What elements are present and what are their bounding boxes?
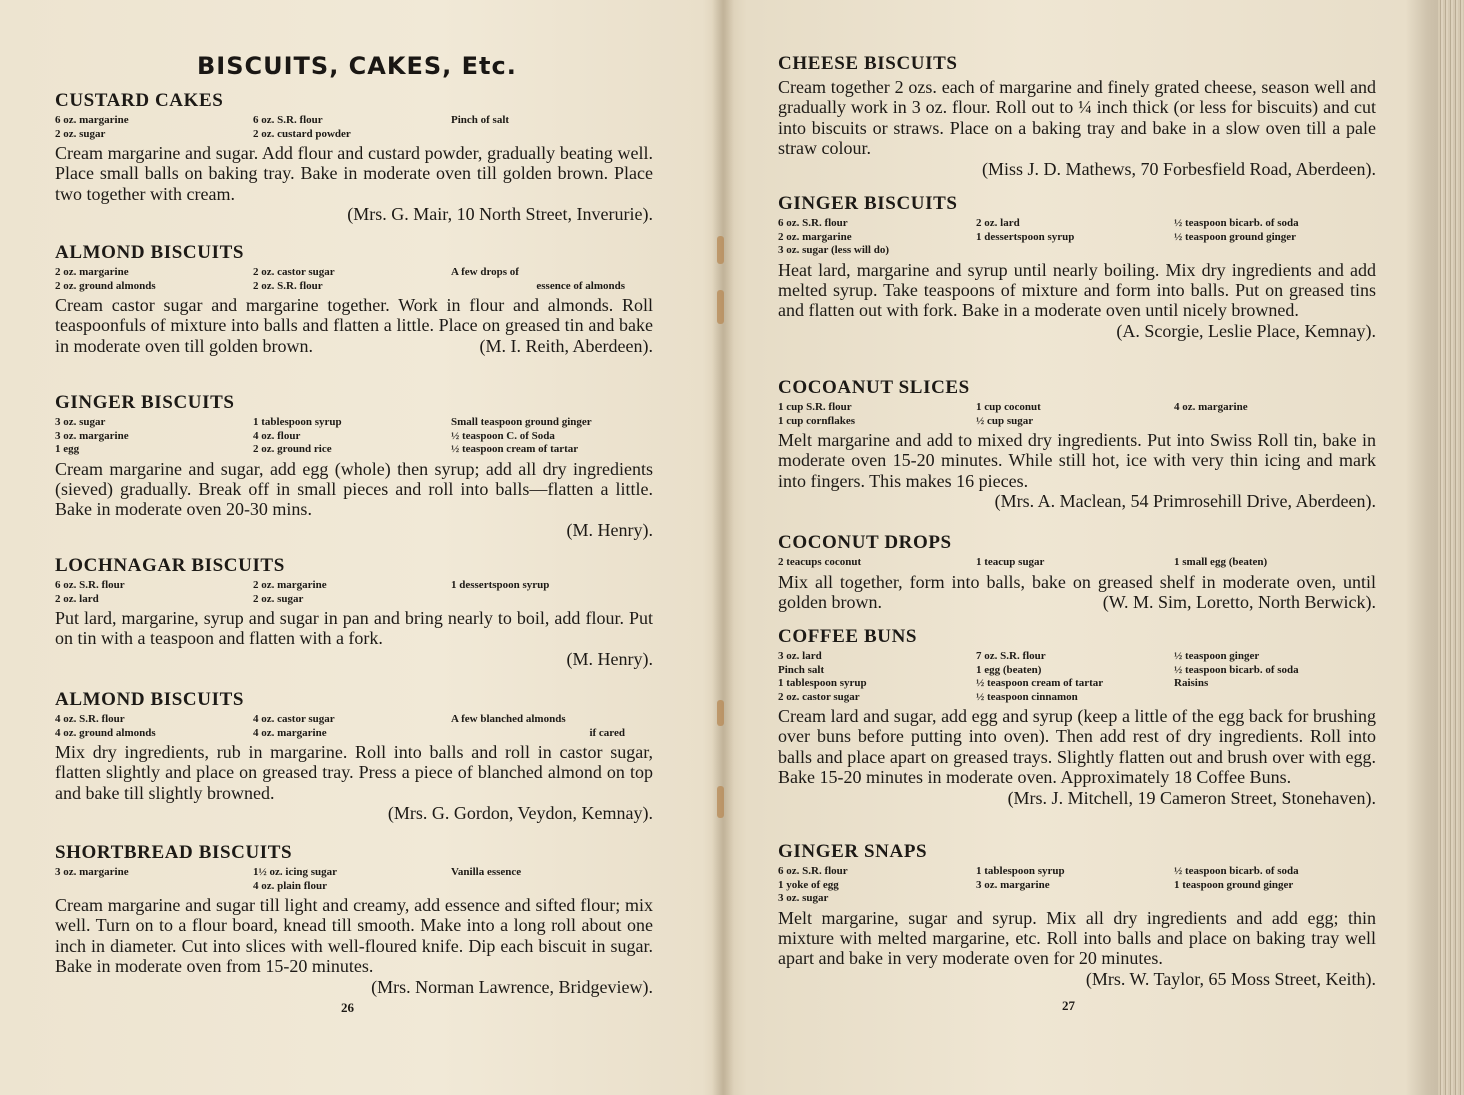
ingredient-list	[778, 401, 1376, 428]
ingredient: 1 tablespoon syrup	[253, 416, 342, 428]
recipe-cocoanut-slices	[778, 377, 1376, 512]
ingredient: 1½ oz. icing sugar	[253, 866, 338, 878]
ingredient: ½ teaspoon bicarb. of soda	[1174, 217, 1299, 229]
recipe-coconut-drops	[778, 532, 1376, 612]
ingredient: 1 egg	[55, 443, 80, 455]
recipe-title: ALMOND BISCUITS	[55, 242, 245, 263]
recipe-lochnagar-biscuits	[55, 555, 653, 669]
ingredient: 4 oz. margarine	[253, 726, 327, 739]
method-text: Cream margarine and sugar. Add flour and custard powder, gradually beating well. Place small balls on baking tray. Bake in moderate oven till golden brown. Place two together with cream.	[55, 143, 653, 204]
recipe-title: ALMOND BISCUITS	[55, 689, 245, 710]
ingredient	[976, 244, 1174, 258]
ingredient: ½ teaspoon bicarb. of soda	[1174, 865, 1299, 877]
ingredient: 4 oz. plain flour	[253, 879, 327, 892]
ingredient	[976, 892, 1174, 906]
recipe-method	[55, 895, 653, 997]
ingredient: 1 teacup sugar	[976, 556, 1045, 568]
recipe-credit: (Miss J. D. Mathews, 70 Forbesfield Road, Aberdeen).	[982, 158, 1376, 179]
recipe-credit: (Mrs. W. Taylor, 65 Moss Street, Keith).	[1085, 968, 1376, 989]
recipe-method	[778, 77, 1376, 179]
method-text: Cream castor sugar and margarine together. Work in flour and almonds. Roll teaspoonfuls of mixture into balls and flatten a little. Place on greased tin and bake in moderate oven till golden brown.	[55, 295, 653, 356]
page-title: BISCUITS, CAKES, Etc.	[197, 52, 517, 80]
ingredient	[1174, 691, 1376, 705]
recipe-credit: (W. M. Sim, Loretto, North Berwick).	[1102, 591, 1376, 612]
recipe-cheese-biscuits	[778, 53, 1376, 179]
ingredient: Pinch salt	[778, 663, 825, 676]
ingredient: 4 oz. flour	[253, 429, 301, 442]
ingredient: ½ teaspoon cinnamon	[976, 690, 1078, 703]
recipe-method	[55, 295, 653, 356]
ingredient: 2 oz. castor sugar	[778, 690, 860, 703]
method-text: Mix all together, form into balls, bake on greased shelf in moderate oven, until golden brown.	[778, 571, 1376, 612]
ingredient: if cared	[589, 726, 625, 739]
recipe-title: SHORTBREAD BISCUITS	[55, 842, 293, 863]
method-text: Mix dry ingredients, rub in margarine. Roll into balls and roll in castor sugar, flatten slightly and place on greased tray. Press a piece of blanched almond on top and bake till slightly browned.	[55, 742, 653, 803]
recipe-title: LOCHNAGAR BISCUITS	[55, 555, 285, 576]
recipe-method	[778, 706, 1376, 808]
ingredient: 6 oz. S.R. flour	[778, 865, 848, 877]
recipe-method	[55, 459, 653, 541]
page-number: 27	[1062, 998, 1075, 1013]
ingredient: 4 oz. ground almonds	[55, 726, 156, 739]
ingredient: 4 oz. S.R. flour	[55, 713, 125, 725]
recipe-credit: (M. I. Reith, Aberdeen).	[479, 335, 653, 356]
ingredient-list	[55, 713, 653, 740]
ingredient-list	[778, 865, 1376, 906]
recipe-title: CHEESE BISCUITS	[778, 53, 958, 74]
book-gutter	[712, 0, 734, 1095]
recipe-coffee-buns	[778, 626, 1376, 808]
ingredient: ½ teaspoon ground ginger	[1174, 230, 1297, 243]
recipe-credit: (Mrs. J. Mitchell, 19 Cameron Street, Stonehaven).	[1007, 787, 1376, 808]
recipe-almond-biscuits-2	[55, 689, 653, 824]
ingredient: 2 oz. margarine	[778, 230, 852, 243]
ingredient: ½ cup sugar	[976, 414, 1034, 427]
recipe-method	[55, 608, 653, 669]
ingredient: 6 oz. S.R. flour	[55, 579, 125, 591]
ingredient: 1 tablespoon syrup	[778, 677, 867, 689]
recipe-credit: (Mrs. Norman Lawrence, Bridgeview).	[371, 976, 653, 997]
ingredient	[1174, 892, 1376, 906]
recipe-credit: (Mrs. G. Mair, 10 North Street, Inverurie).	[347, 204, 653, 225]
ingredient: 2 oz. margarine	[253, 579, 327, 591]
ingredient: 1 teaspoon ground ginger	[1174, 878, 1294, 891]
ingredient: 1 dessertspoon syrup	[451, 579, 550, 591]
recipe-credit: (M. Henry).	[566, 519, 653, 540]
recipe-method	[55, 143, 653, 225]
recipe-credit: (M. Henry).	[566, 648, 653, 669]
recipe-title: GINGER BISCUITS	[778, 193, 958, 214]
ingredient: 3 oz. sugar	[778, 892, 829, 904]
ingredient: 2 oz. lard	[55, 592, 99, 605]
ingredient: 1 yoke of egg	[778, 878, 839, 891]
recipe-credit: (A. Scorgie, Leslie Place, Kemnay).	[1116, 320, 1376, 341]
method-text: Melt margarine and add to mixed dry ingredients. Put into Swiss Roll tin, bake in moderate oven 15-20 minutes. While still hot, ice with very thin icing and mark into fingers. This makes 16 pieces.	[778, 430, 1376, 491]
ingredient: 1 egg (beaten)	[976, 663, 1042, 676]
ingredient	[451, 880, 653, 894]
ingredient: 2 oz. margarine	[55, 266, 129, 278]
ingredient: 2 oz. ground rice	[253, 443, 332, 455]
ingredient: 1 tablespoon syrup	[976, 865, 1065, 877]
ingredient: Vanilla essence	[451, 866, 522, 878]
method-text: Melt margarine, sugar and syrup. Mix all dry ingredients and add egg; thin mixture with melted margarine, etc. Roll into balls and place on baking tray well apart and bake in very moderate oven for 20 minutes.	[778, 907, 1376, 969]
ingredient: 4 oz. margarine	[1174, 401, 1248, 413]
ingredient: 3 oz. margarine	[976, 878, 1050, 891]
ingredient: 1 cup S.R. flour	[778, 401, 852, 413]
binding-stain	[717, 700, 724, 726]
ingredient: 2 oz. S.R. flour	[253, 279, 323, 292]
ingredient: ½ teaspoon cream of tartar	[451, 443, 579, 455]
ingredient: Small teaspoon ground ginger	[451, 416, 592, 428]
recipe-method	[778, 572, 1376, 613]
method-text: Cream lard and sugar, add egg and syrup (keep a little of the egg back for brushing over buns before putting into oven). Then add rest of dry ingredients. Roll into balls and place apart on greased trays. Slightly flatten out and brush over with egg. Bake 15-20 minutes in moderate oven. Approximately 18 Coffee Buns.	[778, 706, 1376, 788]
ingredient-list	[778, 217, 1376, 258]
ingredient: ½ teaspoon bicarb. of soda	[1174, 663, 1299, 676]
recipe-method	[778, 260, 1376, 342]
ingredient: 3 oz. sugar	[55, 416, 106, 428]
ingredient: 7 oz. S.R. flour	[976, 650, 1046, 662]
ingredient-list	[55, 266, 653, 293]
method-text: Put lard, margarine, syrup and sugar in pan and bring nearly to boil, add flour. Put on tin with a teaspoon and flatten with a fork.	[55, 608, 653, 649]
ingredient	[1174, 244, 1376, 258]
ingredient: 6 oz. S.R. flour	[778, 217, 848, 229]
ingredient: ½ teaspoon C. of Soda	[451, 429, 555, 442]
ingredient: 4 oz. castor sugar	[253, 713, 335, 725]
recipe-title: GINGER SNAPS	[778, 841, 928, 862]
recipe-ginger-biscuits-2	[778, 193, 1376, 341]
ingredient: A few blanched almonds	[451, 713, 566, 725]
ingredient: 2 oz. sugar	[55, 127, 106, 140]
ingredient: 3 oz. margarine	[55, 866, 129, 878]
ingredient: 3 oz. sugar (less will do)	[778, 244, 890, 256]
page-edges	[1438, 0, 1464, 1095]
ingredient-list	[778, 650, 1376, 704]
page-number: 26	[341, 1000, 354, 1015]
recipe-title: CUSTARD CAKES	[55, 90, 224, 111]
binding-stain	[717, 236, 724, 264]
ingredient: Raisins	[1174, 677, 1209, 689]
recipe-shortbread-biscuits	[55, 842, 653, 997]
ingredient: 3 oz. lard	[778, 650, 822, 662]
ingredient: 6 oz. S.R. flour	[253, 114, 323, 126]
method-text: Heat lard, margarine and syrup until nearly boiling. Mix dry ingredients and add melted syrup. Take teaspoons of mixture and form into balls. Put on greased tins and flatten out with fork. Bake in a moderate oven until nicely browned.	[778, 259, 1376, 321]
recipe-method	[778, 430, 1376, 512]
ingredient: 2 oz. ground almonds	[55, 279, 156, 292]
binding-stain	[717, 786, 724, 818]
recipe-ginger-biscuits	[55, 392, 653, 540]
ingredient: 2 oz. lard	[976, 217, 1020, 229]
ingredient: 1 dessertspoon syrup	[976, 230, 1075, 243]
recipe-custard-cakes	[55, 90, 653, 225]
recipe-title: COCOANUT SLICES	[778, 377, 970, 398]
recipe-credit: (Mrs. A. Maclean, 54 Primrosehill Drive, Aberdeen).	[994, 491, 1376, 512]
ingredient-list	[55, 866, 653, 893]
ingredient: 1 cup cornflakes	[778, 414, 855, 427]
recipe-ginger-snaps	[778, 841, 1376, 989]
ingredient: 2 oz. custard powder	[253, 127, 351, 140]
ingredient: ½ teaspoon cream of tartar	[976, 677, 1104, 689]
recipe-title: COFFEE BUNS	[778, 626, 918, 647]
ingredient: Pinch of salt	[451, 114, 510, 126]
ingredient-list	[778, 556, 1376, 570]
recipe-method	[55, 742, 653, 824]
recipe-method	[778, 907, 1376, 989]
ingredient	[1174, 415, 1376, 429]
ingredient: A few drops of	[451, 266, 519, 278]
ingredient: 2 oz. sugar	[253, 592, 304, 605]
binding-stain	[717, 290, 724, 324]
recipe-credit: (Mrs. G. Gordon, Veydon, Kemnay).	[387, 803, 653, 824]
ingredient: ½ teaspoon ginger	[1174, 650, 1260, 662]
method-text: Cream margarine and sugar till light and creamy, add essence and sifted flour; mix well. Turn on to a flour board, knead till smooth. Make into a long roll about one inch in diameter. Cut into slices with well-floured knife. Dip each biscuit in sugar. Bake in moderate oven from 15-20 minutes.	[55, 895, 653, 977]
ingredient: 1 cup coconut	[976, 401, 1041, 413]
ingredient: 2 oz. castor sugar	[253, 266, 335, 278]
recipe-title: COCONUT DROPS	[778, 532, 952, 553]
ingredient: 2 teacups coconut	[778, 556, 862, 568]
method-text: Cream together 2 ozs. each of margarine and finely grated cheese, season well and gradually work in 3 oz. flour. Roll out to ¼ inch thick (or less for biscuits) and cut into biscuits or straws. Place on a baking tray and bake in a slow oven till a pale straw colour.	[778, 77, 1376, 159]
ingredient: 6 oz. margarine	[55, 114, 129, 126]
recipe-title: GINGER BISCUITS	[55, 392, 235, 413]
ingredient	[55, 880, 253, 894]
ingredient-list	[55, 416, 653, 457]
ingredient	[451, 593, 653, 607]
ingredient: 3 oz. margarine	[55, 429, 129, 442]
ingredient: essence of almonds	[536, 279, 625, 292]
ingredient-list	[55, 114, 653, 141]
recipe-almond-biscuits	[55, 242, 653, 356]
ingredient-list	[55, 579, 653, 606]
ingredient	[451, 128, 653, 142]
ingredient: 1 small egg (beaten)	[1174, 556, 1268, 568]
method-text: Cream margarine and sugar, add egg (whole) then syrup; add all dry ingredients (sieved) gradually. Break off in small pieces and roll into balls—flatten a little. Bake in moderate oven 20-30 mins.	[55, 458, 653, 520]
